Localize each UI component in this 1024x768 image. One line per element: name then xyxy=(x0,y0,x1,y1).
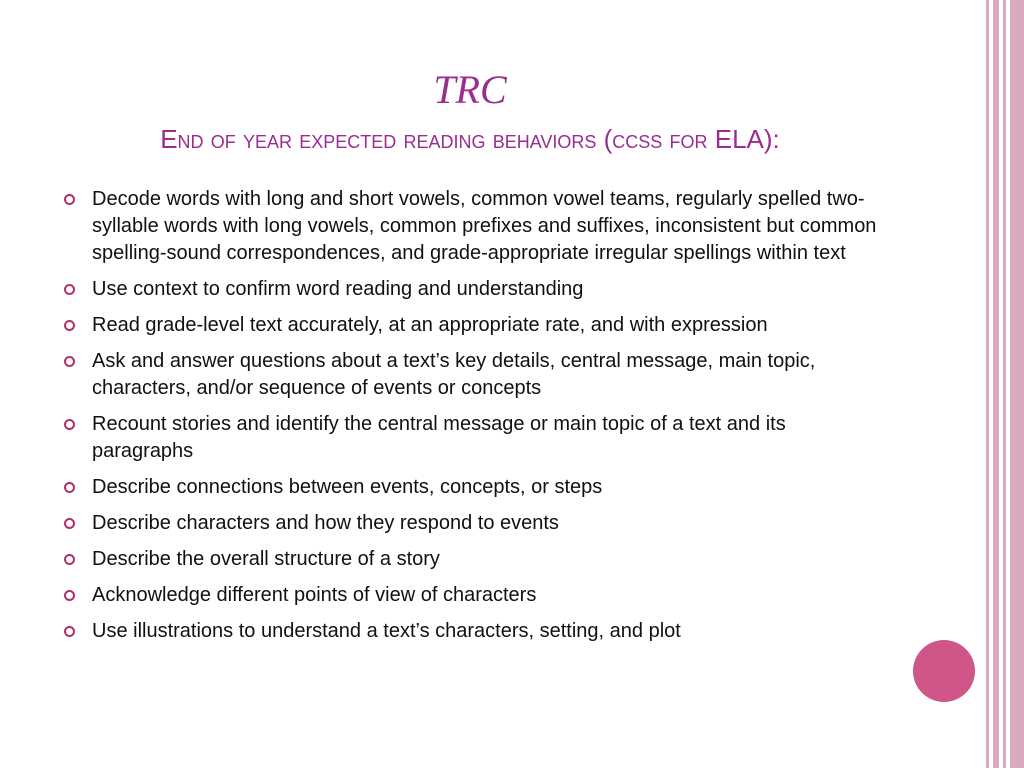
bullet-circle-icon xyxy=(64,284,75,295)
decorative-stripes xyxy=(984,0,1024,768)
bullet-item xyxy=(64,411,884,465)
slide-title: TRC xyxy=(433,67,507,112)
bullet-circle-icon xyxy=(64,626,75,637)
bullet-circle-icon xyxy=(64,554,75,565)
bullet-text: Describe connections between events, concepts, or steps xyxy=(92,476,603,498)
slide-subtitle: End of year expected reading behaviors (ccss for ELA): xyxy=(160,124,780,154)
bullet-item xyxy=(64,348,884,402)
bullet-circle-icon xyxy=(64,482,75,493)
bullet-circle-icon xyxy=(64,419,75,430)
bullet-item xyxy=(64,618,884,645)
stripe xyxy=(986,0,989,768)
bullet-text: Acknowledge different points of view of characters xyxy=(92,584,537,606)
bullet-text: Recount stories and identify the central message or main topic of a text and its paragraphs xyxy=(92,413,786,462)
bullet-item xyxy=(64,582,884,609)
bullet-item xyxy=(64,474,884,501)
bullet-item xyxy=(64,312,884,339)
stripe xyxy=(1010,0,1024,768)
bullet-item xyxy=(64,276,884,303)
bullet-list xyxy=(64,186,884,654)
bullet-item xyxy=(64,546,884,573)
bullet-circle-icon xyxy=(64,518,75,529)
stripe xyxy=(993,0,999,768)
bullet-text: Decode words with long and short vowels, common vowel teams, regularly spelled two-syllable words with long vowels, common prefixes and suffixes, inconsistent but common spelling-sound correspondences, and grade-appropriate irregular spellings within text xyxy=(92,188,877,264)
bullet-circle-icon xyxy=(64,320,75,331)
bullet-circle-icon xyxy=(64,194,75,205)
decorative-circle xyxy=(913,640,975,702)
bullet-text: Use illustrations to understand a text’s characters, setting, and plot xyxy=(92,620,681,642)
bullet-text: Describe the overall structure of a story xyxy=(92,548,440,570)
bullet-item xyxy=(64,186,884,267)
stripe xyxy=(1003,0,1006,768)
bullet-circle-icon xyxy=(64,356,75,367)
bullet-text: Read grade-level text accurately, at an appropriate rate, and with expression xyxy=(92,314,768,336)
bullet-text: Ask and answer questions about a text’s key details, central message, main topic, characters, and/or sequence of events or concepts xyxy=(92,350,816,399)
bullet-circle-icon xyxy=(64,590,75,601)
bullet-text: Use context to confirm word reading and understanding xyxy=(92,278,584,300)
bullet-text: Describe characters and how they respond to events xyxy=(92,512,559,534)
bullet-item xyxy=(64,510,884,537)
